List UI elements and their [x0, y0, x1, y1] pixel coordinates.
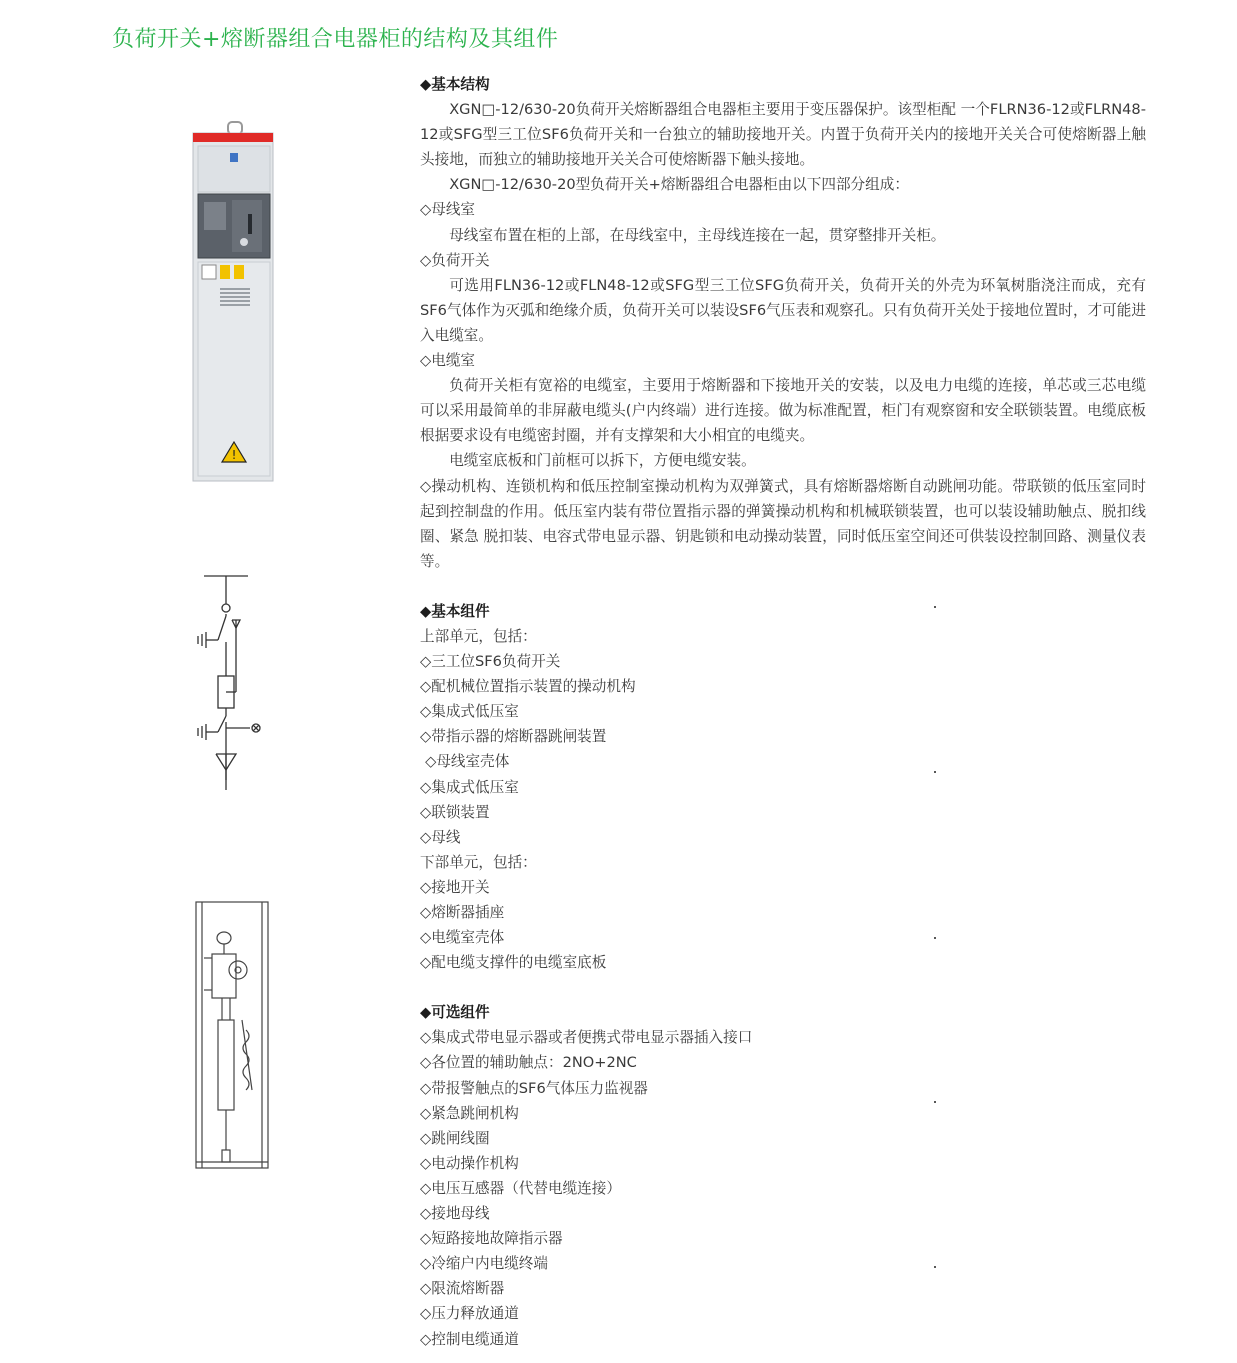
cabinet-front-image	[192, 120, 274, 482]
switch-title: ◇负荷开关	[420, 251, 490, 269]
list-item: ◇各位置的辅助触点：2NO+2NC	[420, 1054, 637, 1072]
upper-unit-label: 上部单元，包括：	[420, 627, 537, 645]
list-item: ◇母线	[420, 828, 461, 846]
list-item: ◇电缆室壳体	[420, 929, 505, 947]
stray-dot	[934, 606, 936, 608]
svg-text:!: !	[231, 448, 237, 462]
list-item: ◇冷缩户内电缆终端	[420, 1255, 548, 1273]
list-item: ◇短路接地故障指示器	[420, 1230, 563, 1248]
list-item: ◇限流熔断器	[420, 1280, 505, 1298]
circuit-diagram	[174, 570, 274, 800]
list-item: ◇联锁装置	[420, 803, 490, 821]
content-column	[420, 72, 1146, 1352]
optional-components-heading: ◆可选组件	[420, 1004, 490, 1022]
cabinet-section-drawing	[194, 900, 270, 1172]
list-item: ◇接地开关	[420, 878, 490, 896]
list-item: ◇集成式低压室	[420, 778, 519, 796]
list-item: ◇接地母线	[420, 1205, 490, 1223]
list-item: ◇熔断器插座	[420, 904, 505, 921]
list-item: ◇控制电缆通道	[420, 1330, 519, 1348]
list-item: ◇母线室壳体	[425, 753, 510, 771]
stray-dot	[934, 937, 936, 939]
list-item: ◇集成式低压室	[420, 703, 519, 721]
stray-dot	[934, 1266, 936, 1268]
stray-dot	[934, 771, 936, 773]
basic-components-heading: ◆基本组件	[420, 602, 490, 620]
stray-dot	[934, 1101, 936, 1103]
lower-unit-label: 下部单元，包括：	[420, 853, 537, 871]
cable-text-2: 电缆室底板和门前框可以拆下，方便电缆安装。	[449, 452, 756, 470]
switch-text: 可选用FLN36-12或FLN48-12或SFG型三工位SFG负荷开关，负荷开关的外壳为环氧树脂浇注而成，充有SF6气体作为灭弧和绝缘介质，负荷开关可以装设SF6气压表和观察孔。只有负荷开关处于接地位置时，才可能进入电缆室。	[420, 276, 1146, 344]
list-item: ◇带指示器的熔断器跳闸装置	[420, 728, 607, 746]
busbar-title: ◇母线室	[420, 201, 476, 219]
list-item: ◇电动操作机构	[420, 1154, 519, 1172]
list-item: ◇集成式带电显示器或者便携式带电显示器插入接口	[420, 1029, 753, 1047]
cable-text: 负荷开关柜有宽裕的电缆室，主要用于熔断器和下接地开关的安装，以及电力电缆的连接，单芯或三芯电缆可以采用最简单的非屏蔽电缆头(户内终端）进行连接。做为标准配置，柜门有观察窗和安全联锁装置。电缆底板根据要求设有电缆密封圈，并有支撑架和大小相宜的电缆夹。	[420, 377, 1146, 445]
mechanism-text: ◇操动机构、连锁机构和低压控制室操动机构为双弹簧式，具有熔断器熔断自动跳闸功能。带联锁的低压室同时起到控制盘的作用。低压室内装有带位置指示器的弹簧操动机构和机械联锁装置，也可以装设辅助触点、脱扣线圈、紧急 脱扣装、电容式带电显示器、钥匙锁和电动操动装置，同时低压室空间还可供装设控制回路、测量仪表等。	[420, 477, 1146, 570]
list-item: ◇配机械位置指示装置的操动机构	[420, 678, 636, 696]
list-item: ◇配电缆支撑件的电缆室底板	[420, 954, 607, 972]
basic-structure-heading: ◆基本结构	[420, 76, 490, 93]
list-item: ◇紧急跳闸机构	[420, 1104, 519, 1122]
page-title: 负荷开关+熔断器组合电器柜的结构及其组件	[112, 27, 559, 52]
list-item: ◇压力释放通道	[420, 1305, 519, 1323]
list-item: ◇电压互感器（代替电缆连接）	[420, 1179, 621, 1197]
list-item: ◇带报警触点的SF6气体压力监视器	[420, 1079, 648, 1097]
intro-paragraph-2: XGN□-12/630-20型负荷开关+熔断器组合电器柜由以下四部分组成：	[449, 176, 909, 194]
list-item: ◇跳闸线圈	[420, 1129, 490, 1147]
list-item: ◇三工位SF6负荷开关	[420, 653, 561, 671]
busbar-text: 母线室布置在柜的上部，在母线室中，主母线连接在一起，贯穿整排开关柜。	[449, 226, 946, 244]
intro-paragraph: XGN□-12/630-20负荷开关熔断器组合电器柜主要用于变压器保护。该型柜配 一个FLRN36-12或FLRN48-12或SFG型三工位SF6负荷开关和一台独立的辅助接地开关。内置于负荷开关内的接地开关关合可使熔断器上触头接地，而独立的辅助接地开关关合可使熔断器下触头接地。	[420, 101, 1146, 169]
cable-title: ◇电缆室	[420, 352, 476, 370]
